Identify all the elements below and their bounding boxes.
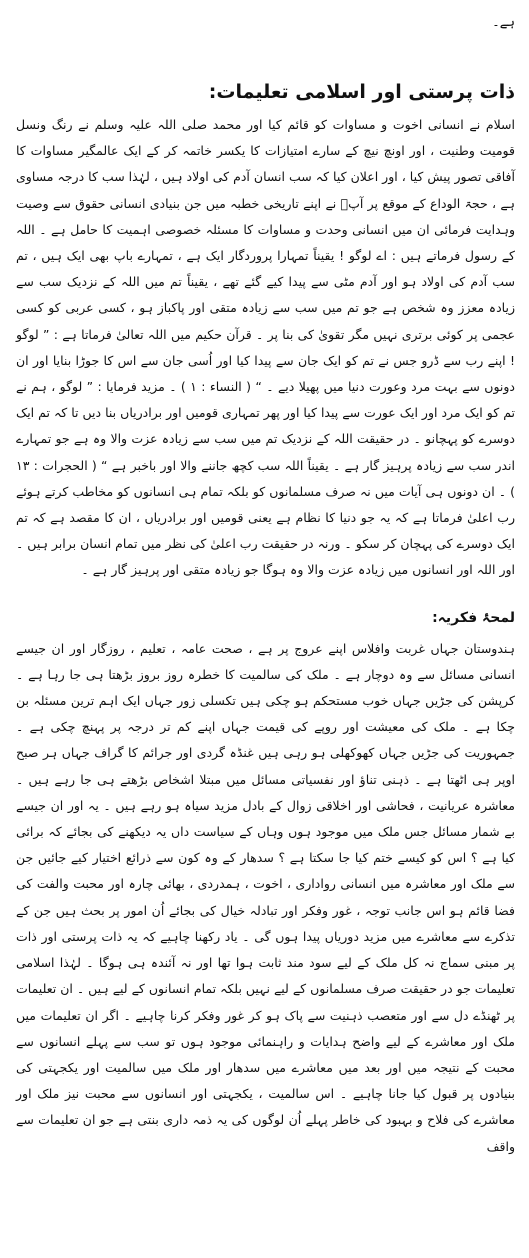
section-heading-moment-of-reflection: لمحۂ فکریہ: <box>432 609 515 626</box>
section-paragraph-caste-and-islam: اسلام نے انسانی اخوت و مساوات کو قائم کیا اور محمد صلی اللہ علیہ وسلم نے رنگ ونسل قومیت وطنیت ، اور اونچ نیچ کے سارے امتیازات کا یکسر خاتمہ کر کے ایک عالمگیر مساوات کا آفاقی تصور پیش کیا ، اور اعلان کیا کہ سب انسان آدم کی اولاد ہیں ، لہٰذا سب کا درجہ مساوی ہے ، حجۃ الوداع کے موقع پر آپؐ نے اپنے تاریخی خطبہ میں جن بنیادی انسانی حقوق سے وصیت وہدایت فرمائی ان میں انسانی وحدت و مساوات کا مسئلہ خصوصی اہمیت کا حامل ہے ۔ اللہ کے رسول فرماتے ہیں : اے لوگو ! یقیناً تمہارا پروردگار ایک ہے ، تمہارے باپ بھی ایک ہیں ، تم سب آدم کی اولاد ہو اور آدم مٹی سے پیدا کیے گئے تھے ، یقیناً تم میں اللہ کے نزدیک سب سے زیادہ معزز وہ شخص ہے جو تم میں سب سے زیادہ متقی اور پاکباز ہو ، کسی عربی کو کسی عجمی پر کوئی برتری نہیں مگر تقویٰ کی بنا پر ۔ قرآن حکیم میں اللہ تعالیٰ فرماتا ہے : ” لوگو ! اپنے رب سے ڈرو جس نے تم کو ایک جان سے پیدا کیا اور اُسی جان سے اس کا جوڑا بنایا اور ان دونوں سے بہت مرد وعورت دنیا میں پھیلا دیے ۔ “ ( النساء : ۱ ) ۔ مزید فرمایا : ” لوگو ، ہم نے تم کو ایک مرد اور ایک عورت سے پیدا کیا اور پھر تمہاری قومیں اور برادریاں بنا دیں تا کہ تم ایک دوسرے کو پہچانو ۔ در حقیقت اللہ کے نزدیک تم میں سب سے زیادہ عزت والا وہ ہے جو تمہارے اندر سب سے زیادہ پرہیز گار ہے ۔ یقیناً اللہ سب کچھ جاننے والا اور باخبر ہے “ ( الحجرات : ۱۳ ) ۔ ان دونوں ہی آیات میں نہ صرف مسلمانوں کو بلکہ تمام ہی انسانوں کو مخاطب کرتے ہوئے رب اعلیٰ فرماتا ہے کہ یہ جو دنیا کا نظام ہے یعنی قومیں اور برادریاں ، ان کا مقصد ہے کہ تم ایک دوسرے کی پہچان کر سکو ۔ ورنہ در حقیقت رب اعلیٰ کی نظر میں تمام انسان برابر ہیں ۔ اور اللہ اور انسانوں میں زیادہ عزت والا وہ ہوگا جو زیادہ متقی اور پرہیز گار ہے ۔ <box>16 117 515 578</box>
top-fragment: ہے۔ <box>492 15 515 30</box>
section-heading-caste-and-islam: ذات پرستی اور اسلامی تعلیمات: <box>208 81 515 103</box>
section-paragraph-moment-of-reflection: ہندوستان جہاں غربت وافلاس اپنے عروج پر ہے ، صحت عامہ ، تعلیم ، روزگار اور ان جیسے انسانی مسائل سے وہ دوچار ہے ۔ ملک کی سالمیت کا خطرہ روز بروز بڑھتا ہی جا رہا ہے ۔ کرپشن کی جڑیں جہاں خوب مستحکم ہو چکی ہیں تکسلی زور جہاں ایک اہم ترین مسئلہ بن چکا ہے ۔ ملک کی معیشت اور روپے کی قیمت جہاں اپنے کم تر درجہ پر پہنچ چکی ہے ۔ جمہوریت کی جڑیں جہاں کھوکھلی ہو رہی ہیں غنڈہ گردی اور جرائم کا گراف جہاں ہر صبح اوپر ہی اٹھتا ہے ۔ ذہنی تناؤ اور نفسیاتی مسائل میں مبتلا اشخاص بڑھتے ہی جا رہے ہیں ۔ معاشرہ عریانیت ، فحاشی اور اخلاقی زوال کے بادل مزید سیاہ ہو رہے ہیں ۔ یہ اور ان جیسے بے شمار مسائل جس ملک میں موجود ہوں وہاں کے سیاست داں یہ دیکھنے کی بجائے کہ برائی کیا ہے ؟ اس کو کیسے ختم کیا جا سکتا ہے ؟ سدھار کے وہ کون سے ذرائع اختیار کیے جائیں جن سے ملک اور معاشرہ میں انسانی رواداری ، اخوت ، ہمدردی ، بھائی چارہ اور محبت والفت کی فضا قائم ہو اس جانب توجہ ، غور وفکر اور تبادلہ خیال کی بجائے اُن امور پر بحث ہیں جن کے تذکرے سے معاشرے میں مزید دوریاں پیدا ہوں گی ۔ یاد رکھنا چاہیے کہ یہ ذات پرستی اور ذات پر مبنی سماج نہ کل ملک کے لیے سود مند ثابت ہوا تھا اور نہ آئندہ ہی ہوگا ۔ لہٰذا اسلامی تعلیمات جو در حقیقت صرف مسلمانوں کے لیے نہیں بلکہ تمام انسانوں کے لیے ہیں ۔ ان تعلیمات پر ٹھنڈے دل سے اور متعصب ذہنیت سے پاک ہو کر غور وفکر کرنا چاہیے ۔ اگر ان تعلیمات میں ملک اور معاشرے کے لیے واضح ہدایات و راہنمائی موجود ہوں تو سب سے پہلے انسانوں سے محبت کے نتیجہ میں اور بعد میں معاشرے میں سدھار اور ملک میں سالمیت اور یکجہتی کی بنیادوں پر قبول کیا جانا چاہیے ۔ اس سالمیت ، یکجہتی اور انسانوں سے محبت نیز ملک اور معاشرے کی فلاح و بہبود کی خاطر پہلے اُن لوگوں کی یہ ذمہ داری بنتی ہے جو ان تعلیمات سے واقف <box>16 640 515 1154</box>
